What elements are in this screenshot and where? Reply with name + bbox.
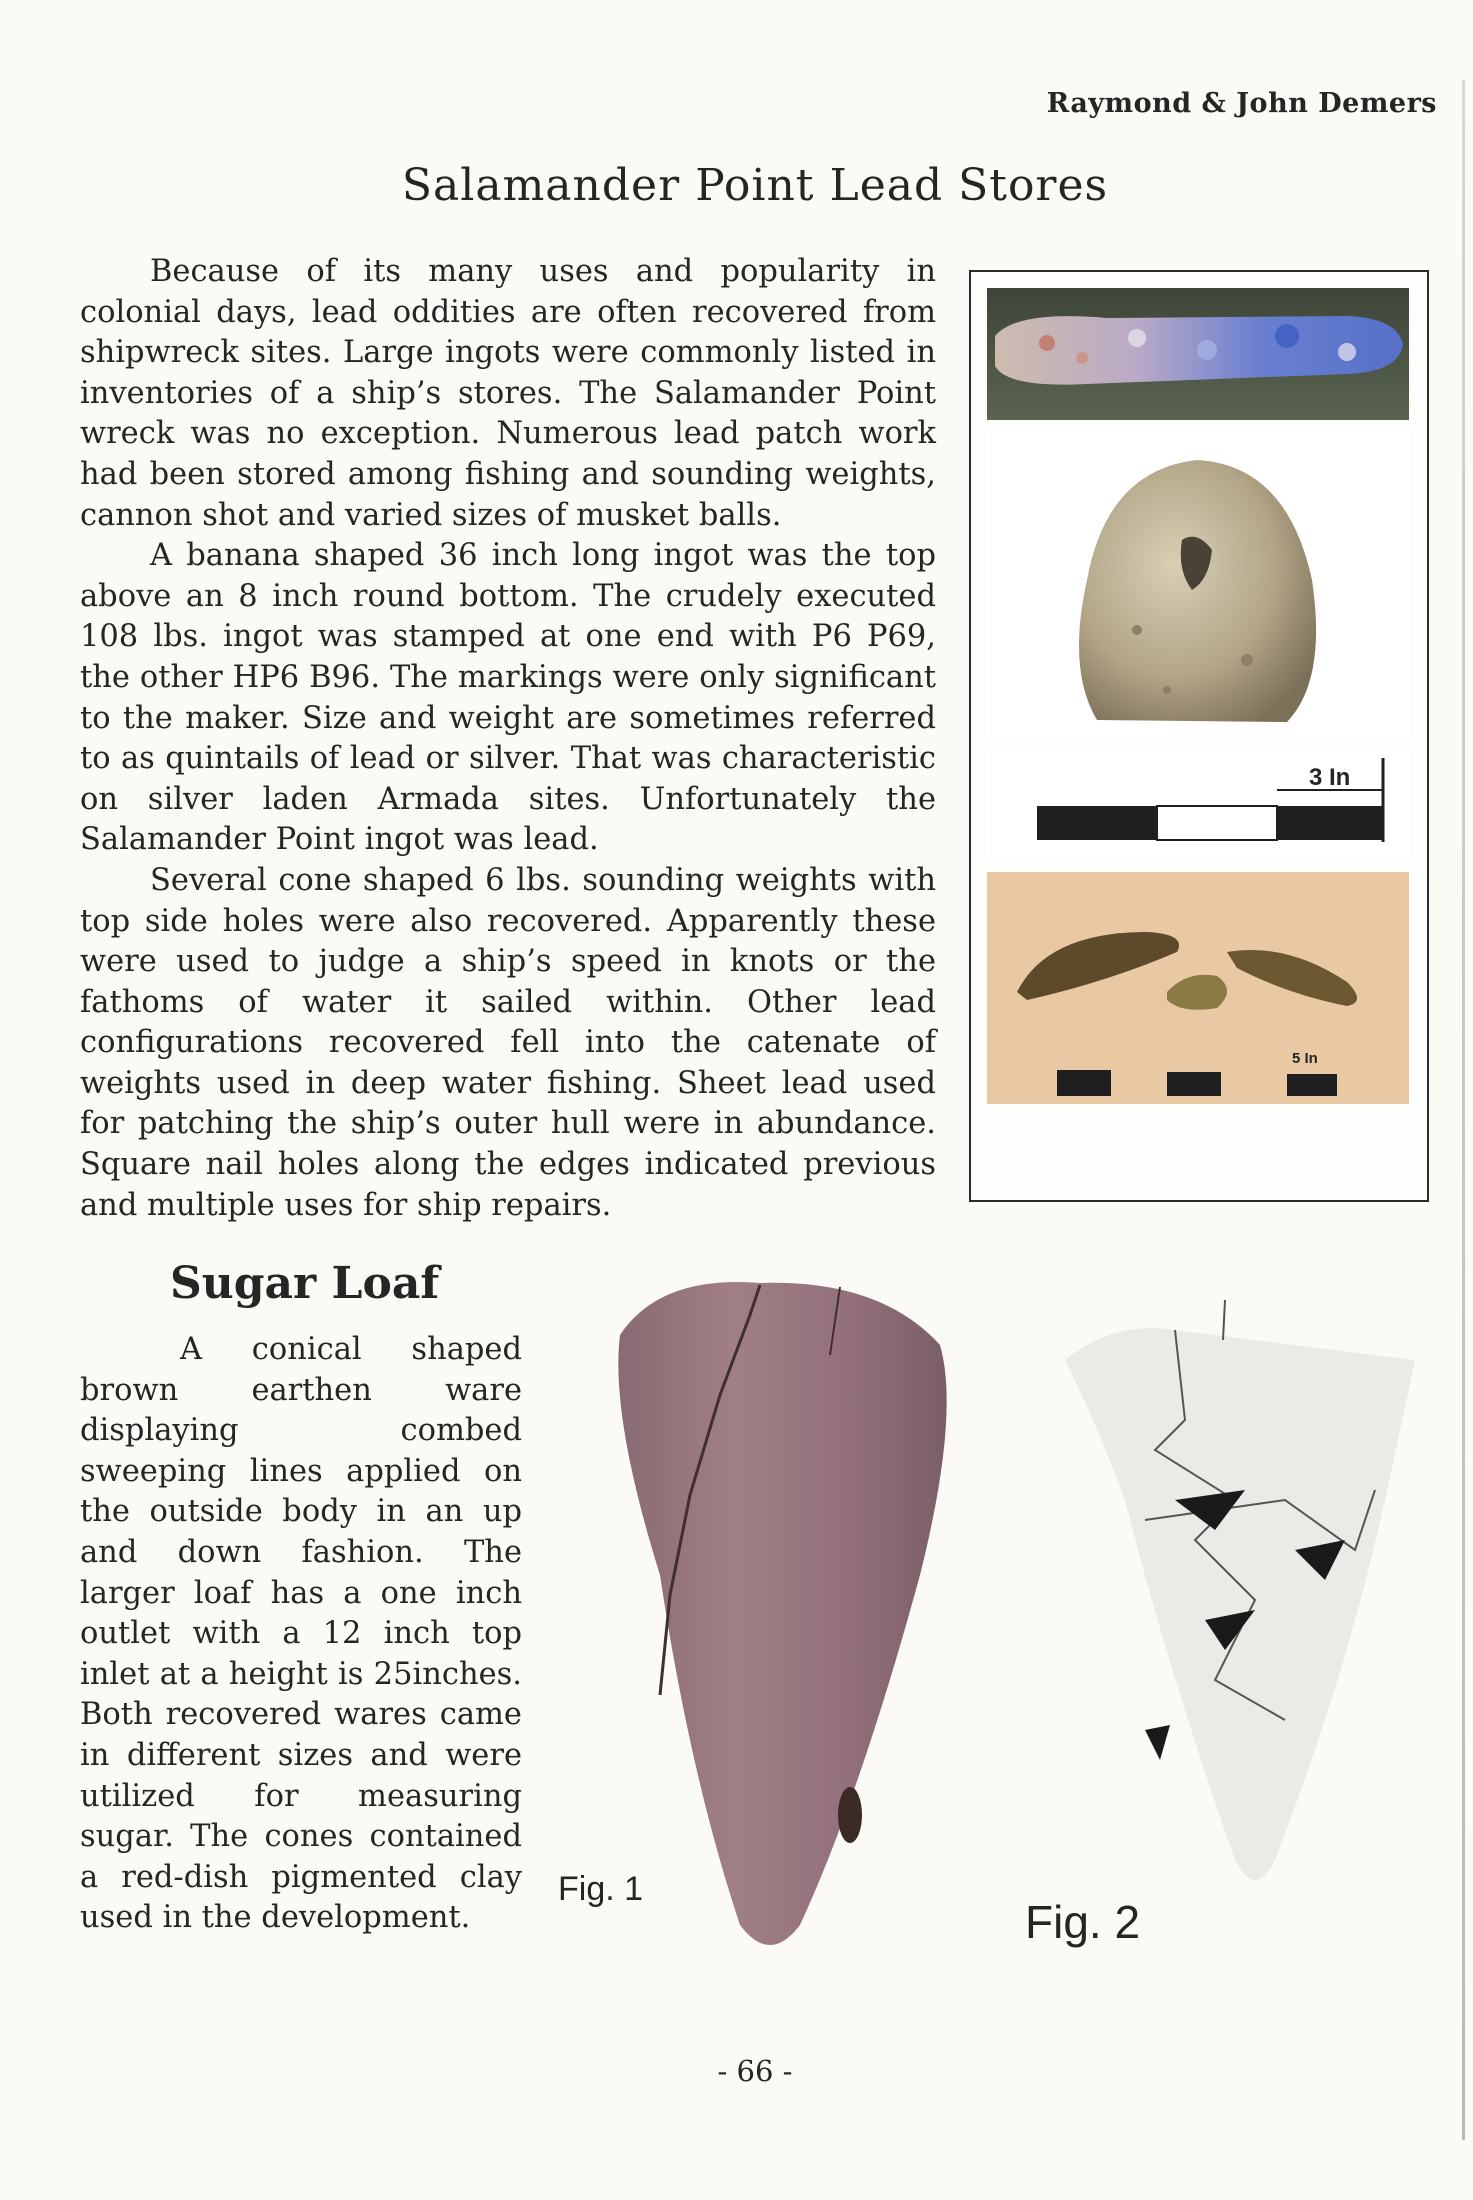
page-edge	[1462, 80, 1465, 2140]
sugar-loaf-heading: Sugar Loaf	[170, 1258, 440, 1309]
scale-bar-3in	[987, 750, 1409, 858]
scale-bar-5in	[987, 1048, 1409, 1104]
fishing-weights-photo	[987, 872, 1409, 1048]
paragraph: A banana shaped 36 inch long ingot was the top above an 8 inch round bottom. The crudely executed 108 lbs. ingot was stamped at one end with P6 P69, the other HP6 B96. The markings were only significant to the maker. Size and weight are sometimes referred to as quintails of lead or silver. That was characteristic on silver laden Armada sites. Unfortunately the Salamander Point ingot was lead.	[80, 538, 936, 858]
page-number: - 66 -	[717, 2054, 793, 2088]
paragraph: Because of its many uses and popularity in colonial days, lead oddities are often recovered from shipwreck sites. Large ingots were commonly listed in inventories of a ship’s stores. The Salamander Point wreck was no exception. Numerous lead patch work had been stored among fishing and sounding weights, cannon shot and varied sizes of musket balls.	[80, 254, 936, 533]
paragraph: A conical shaped brown earthen ware displaying combed sweeping lines applied on the outside body in an up and down fashion. The larger loaf has a one inch outlet with a 12 inch top inlet at a height is 25inches. Both recovered wares came in different sizes and were utilized for measuring sugar. The cones contained a red-dish pigmented clay used in the development.	[80, 1332, 522, 1936]
page-title: Salamander Point Lead Stores	[401, 160, 1109, 211]
lead-stores-text	[80, 252, 936, 1226]
fig1-label: Fig. 1	[558, 1870, 644, 1908]
fig2-label: Fig. 2	[1025, 1896, 1141, 1948]
paragraph: Several cone shaped 6 lbs. sounding weights with top side holes were also recovered. Apparently these were used to judge a ship’s speed in knots or the fathoms of water it sailed within. Other lead configurations recovered fell into the catenate of weights used in deep water fishing. Sheet lead used for patching the ship’s outer hull were in abundance. Square nail holes along the edges indicated previous and multiple uses for ship repairs.	[80, 862, 936, 1223]
sugar-loaf-fig1-photo	[600, 1275, 970, 1965]
sugar-loaf-fig2-photo	[1055, 1300, 1425, 1920]
running-header: Raymond & John Demers	[1046, 88, 1437, 119]
lead-figures-panel	[969, 270, 1429, 1202]
scale-label-5in: 5 In	[1292, 1050, 1318, 1067]
sugar-loaf-text	[80, 1330, 522, 1939]
sounding-weight-photo	[987, 430, 1409, 740]
scale-label-3in: 3 In	[1309, 764, 1351, 791]
lead-ingot-photo	[987, 288, 1409, 420]
